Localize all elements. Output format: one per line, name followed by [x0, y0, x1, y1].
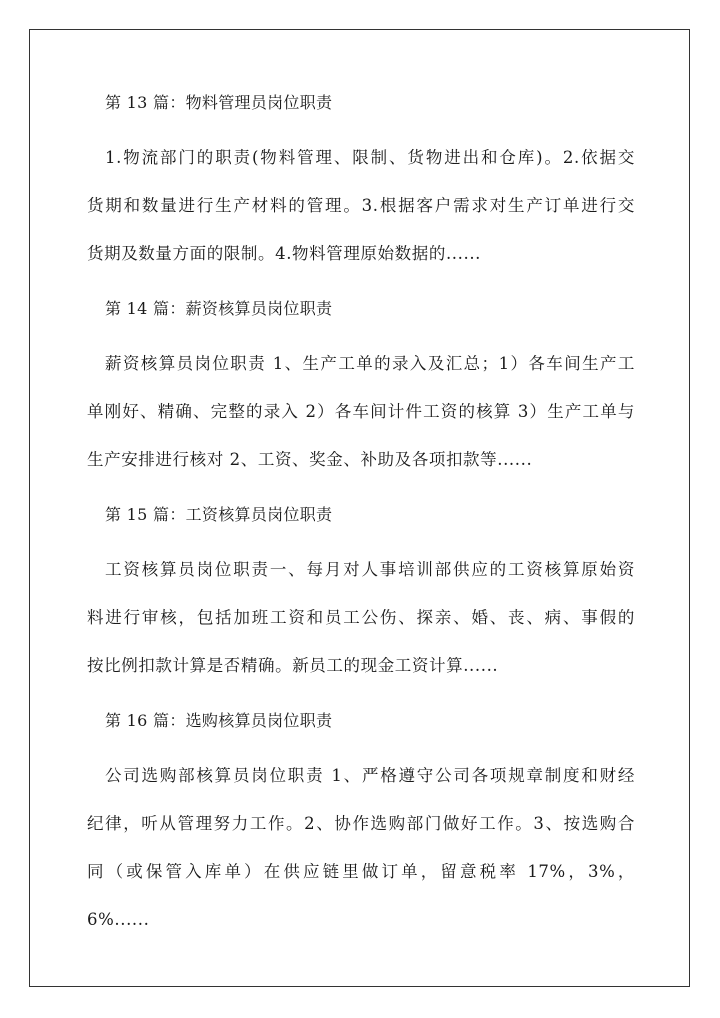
section-heading-13: 第 13 篇：物料管理员岗位职责: [105, 93, 333, 112]
section-paragraph-13: [87, 134, 635, 278]
paragraph-line: 工资核算员岗位职责一、每月对人事培训部供应的工资核算原始资: [105, 560, 635, 579]
paragraph-line: 货期及数量方面的限制。4.物料管理原始数据的......: [87, 244, 482, 263]
paragraph-line: 料进行审核，包括加班工资和员工公伤、探亲、婚、丧、病、事假的: [87, 608, 635, 627]
paragraph-line: 同（或保管入库单）在供应链里做订单，留意税率 17%，3%，: [87, 862, 635, 881]
paragraph-line: 纪律，听从管理努力工作。2、协作选购部门做好工作。3、按选购合: [87, 814, 635, 833]
paragraph-line: 公司选购部核算员岗位职责 1、严格遵守公司各项规章制度和财经: [105, 766, 635, 785]
section-heading-15: 第 15 篇：工资核算员岗位职责: [105, 505, 333, 524]
section-paragraph-15: [87, 546, 635, 690]
section-heading-16: 第 16 篇：选购核算员岗位职责: [105, 711, 333, 730]
paragraph-line: 1.物流部门的职责(物料管理、限制、货物进出和仓库)。2.依据交: [105, 148, 635, 167]
section-paragraph-16: [87, 752, 635, 944]
paragraph-line: 单刚好、精确、完整的录入 2）各车间计件工资的核算 3）生产工单与: [87, 402, 635, 421]
section-heading-14: 第 14 篇：薪资核算员岗位职责: [105, 299, 333, 318]
paragraph-line: 按比例扣款计算是否精确。新员工的现金工资计算......: [87, 656, 499, 675]
paragraph-line: 生产安排进行核对 2、工资、奖金、补助及各项扣款等......: [87, 450, 533, 469]
paragraph-line: 6%......: [87, 910, 150, 929]
paragraph-line: 货期和数量进行生产材料的管理。3.根据客户需求对生产订单进行交: [87, 196, 635, 215]
document-body: [87, 92, 635, 964]
section-paragraph-14: [87, 340, 635, 484]
paragraph-line: 薪资核算员岗位职责 1、生产工单的录入及汇总；1）各车间生产工: [105, 354, 635, 373]
